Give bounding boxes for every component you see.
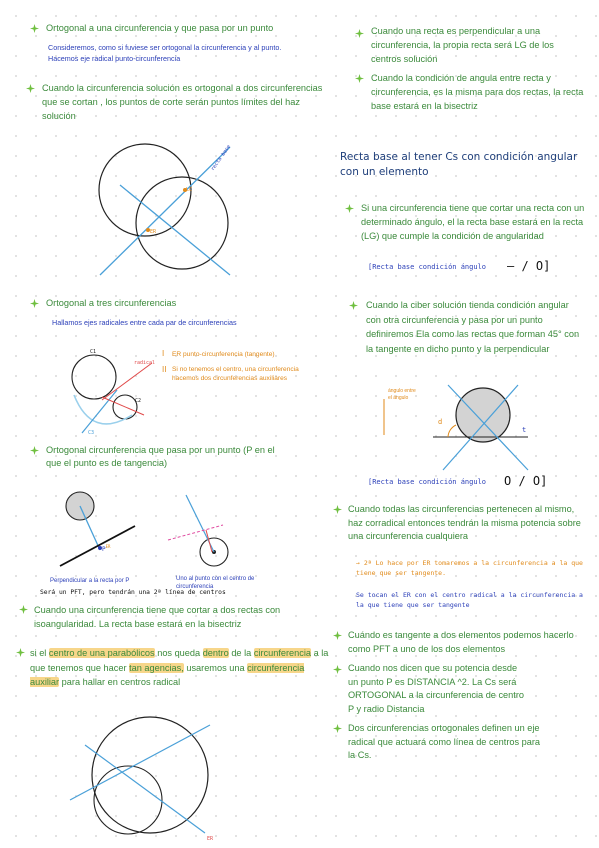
b4-text: Ortogonal circunferencia que pasa por un punto (P en el que el punto es de tangencia) xyxy=(46,445,275,468)
r4-text: Cuando la ciber solución tienda condición angular con otra circunferencia y pasa por un punto definiremos Ela como las rectas que forman 45° con la tangente en dicho punto y la perpendicular xyxy=(366,300,580,354)
bullet-icon xyxy=(349,301,358,310)
bullet-icon xyxy=(333,724,342,733)
b3-note2: Si no tenemos el centro, una circunferencia hacemos dos circunferencias auxiliares xyxy=(172,366,299,382)
b3-c2-label: C2 xyxy=(135,398,142,404)
note-marker-1-icon: I xyxy=(162,349,165,358)
bullet-icon xyxy=(333,631,342,640)
figure-circunferencia-auxiliar xyxy=(70,705,230,845)
b3-radical-label: radical xyxy=(134,360,156,366)
figure-tres-circunferencias xyxy=(62,345,172,435)
r5-note1: → 2ª Lo hace por ER tomaremos a la circunferencia a la que tiene que ser tangente. xyxy=(356,559,583,577)
b3-c1-label: C1 xyxy=(90,349,97,355)
bullet-icon xyxy=(30,446,39,455)
bullet-icon xyxy=(19,605,28,614)
r5-note2: Se tocan el ER con el centro radical a la circunferencia a la que tiene que ser tangente xyxy=(356,591,583,609)
b3-title: Ortogonal a tres circunferencias xyxy=(46,298,177,308)
bottom-fig-er-label: ER xyxy=(207,836,214,842)
b1-title: Ortogonal a una circunferencia y que pasa por un punto xyxy=(46,23,274,33)
bullet-icon xyxy=(345,204,354,213)
b4-note: Será un PFT, pero tendrán una 2ª línea de centros xyxy=(40,589,226,596)
r4-d-label: d xyxy=(438,418,443,426)
b5-text: Cuando una circunferencia tiene que cortar a dos rectas con isoangularidad. La recta base estará en la bisectriz xyxy=(34,605,281,629)
note-marker-2-icon: II xyxy=(162,365,167,374)
b6-highlight-4: tan agencias, xyxy=(129,662,184,673)
bullet-icon xyxy=(333,665,342,674)
r3-box-end: — / O] xyxy=(507,259,551,273)
r1-text: Cuando una recta es perpendicular a una circunferencia, la propia recta será LG de los centros solución xyxy=(371,26,554,64)
b6-highlight-2: dentro xyxy=(202,648,229,658)
r4-t-label: t xyxy=(522,426,527,434)
b3-note1: ER punto-circunferencia (tangente) xyxy=(172,351,275,358)
b1-subtitle: Consideremos, como si fuviese ser ortogonal la circunferencia y al punto. Hacemos eje radical punto-circunferencia xyxy=(48,43,282,63)
bullet-icon xyxy=(30,299,39,308)
fig1-er-label: ER xyxy=(150,229,157,235)
b2-text: Cuando la circunferencia solución es ortogonal a dos circunferencias que se cortan , los puntos de corte serán puntos límites del haz solución xyxy=(42,83,323,121)
r5-text: Cuando todas las circunferencias pertenecen al mismo, haz corradical entonces tendrán la misma potencia sobre una circunferencia cualquiera xyxy=(348,504,581,541)
bullet-icon xyxy=(30,24,39,33)
b4-caption2: Uno al punto con el centro de circunferencia xyxy=(176,576,255,590)
b3-c3-label: C3 xyxy=(88,430,95,436)
bullet-icon xyxy=(26,84,35,93)
r8-text: Dos circunferencias ortogonales definen un eje radical que actuará como línea de centros para la Cs. xyxy=(348,723,541,760)
r4-box-end: O / O] xyxy=(504,474,548,488)
figure-centro-circunferencia xyxy=(168,490,248,570)
fig1-rb-label: recta base xyxy=(209,143,233,173)
bullet-icon xyxy=(355,74,364,83)
b6-text: si el centro de una parabólicos nos queda dentro de la circunferencia a la que tenemos que hacer tan agencias, usaremos una circunferencia auxiliar para hallar en centros radical xyxy=(30,648,329,687)
b4-p-label: $P^{ER}$ xyxy=(102,544,111,553)
b6-highlight-5: circunferencia auxiliar xyxy=(30,662,305,687)
r6-text: Cuándo es tangente a dos elementos podemos hacerlo como PFT a uno de los dos elementos xyxy=(348,630,574,654)
b6-highlight-3: circunferencia xyxy=(253,648,312,658)
r3-text: Si una circunferencia tiene que cortar una recta con un determinado ángulo, el la recta base estará en la recta (LG) que cumple la condición de angularidad xyxy=(361,203,585,241)
fig1-lc-label: LC xyxy=(186,187,193,193)
figure-punto-tangencia xyxy=(50,488,150,568)
b3-subtitle: Hallamos ejes radicales entre cada par de circunferencias xyxy=(52,318,237,327)
bullet-icon xyxy=(16,648,25,657)
r7-text: Cuando nos dicen que su potencia desde un punto P es DISTANCIA ^2. La Cs será ORTOGONAL a la circunferencia de centro P y radio Distancia xyxy=(348,663,525,714)
r3-box-label: [Recta base condición ángulo xyxy=(368,263,487,271)
bullet-icon xyxy=(333,505,342,514)
b6-highlight-1: centro de una parabólicos xyxy=(48,648,155,658)
b4-caption1: Perpendicular a la recta por P xyxy=(50,578,130,584)
section-title: Recta base al tener Cs con condición angular con un elemento xyxy=(340,151,578,178)
r4-fig-label: ángulo entre el ángulo xyxy=(388,388,416,401)
r4-box-label: [Recta base condición ángulo xyxy=(368,478,487,486)
bullet-icon xyxy=(355,29,364,38)
r2-text: Cuando la condición de angula entre recta y circunferencia, es la misma para dos rectas, la recta base estará en la bisectriz xyxy=(371,73,584,111)
